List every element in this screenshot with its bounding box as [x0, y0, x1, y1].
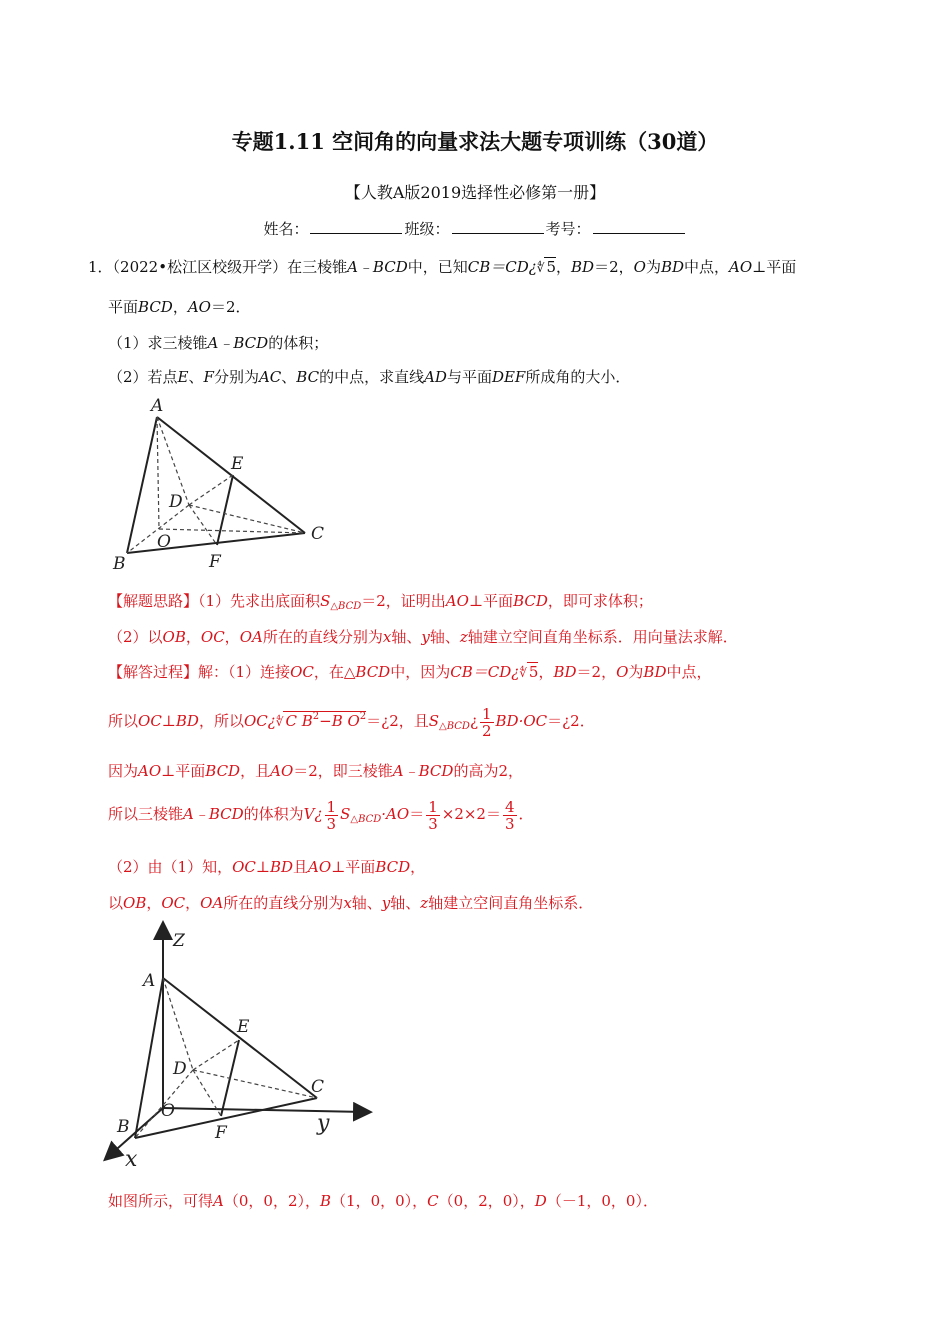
text: ，	[172, 298, 188, 316]
sym: 2	[481, 721, 492, 740]
sym: ，	[224, 628, 240, 646]
edge-ad	[163, 978, 193, 1070]
label-b: B	[117, 1117, 130, 1137]
sym: A	[213, 1192, 224, 1210]
problem-stem-line1	[88, 256, 796, 277]
fraction-four-thirds	[503, 799, 517, 832]
text: （0，0，2），	[223, 1192, 320, 1210]
sym: ⊥	[468, 592, 484, 610]
sym: BD	[660, 258, 685, 276]
sym: z	[420, 894, 429, 912]
sym: V¿	[303, 805, 323, 823]
idea-tag: 【解题思路】	[108, 592, 199, 610]
sym: AO	[445, 592, 469, 610]
text: 中，因为	[390, 663, 451, 681]
page-title: 专题1.11 空间角的向量求法大题专项训练（30道）	[231, 129, 719, 154]
exam-blank[interactable]	[593, 219, 685, 234]
text: 的体积；	[268, 334, 329, 352]
sym: ，	[146, 894, 162, 912]
label-d: D	[169, 492, 183, 512]
sym: BCD	[205, 762, 241, 780]
edge-ef	[217, 475, 233, 545]
sym: D	[534, 1192, 547, 1210]
text: 中点，	[666, 663, 712, 681]
sym: △BCD	[330, 601, 362, 612]
sym: AO	[270, 762, 294, 780]
sym: ¿	[469, 712, 478, 730]
sym: ，	[185, 894, 201, 912]
text: （2）若点	[108, 368, 178, 386]
sym: ∜	[536, 261, 545, 275]
label-f: F	[215, 1123, 227, 1143]
label-z-axis: Z	[173, 931, 185, 951]
solution-process-4: 所以三棱锥A﹣BCD的体积为V¿ $\frac{1}{3}$ $S_{\triangle BCD}\cdot AO=$ $\frac{1}{3}$ ×2×2＝ $\frac{4}{3}$ ．	[108, 797, 534, 833]
text: 与平面	[446, 368, 492, 386]
class-blank[interactable]	[452, 219, 544, 234]
text: 轴建立空间直角坐标系．用向量法求解．	[467, 628, 738, 646]
sym: E	[177, 368, 189, 386]
solution-process-7	[108, 1190, 658, 1211]
text: 所在的直线分别为	[223, 894, 344, 912]
text: ＝¿2．	[547, 712, 595, 730]
label-a: A	[143, 971, 156, 991]
solution-process-1	[108, 661, 712, 682]
solution-process-6	[108, 892, 593, 913]
sym: OC	[290, 663, 314, 681]
question-1	[108, 332, 328, 353]
text: ＝2，即三棱锥	[293, 762, 393, 780]
text: 轴、	[391, 628, 422, 646]
text: ＝2，证明出	[361, 592, 446, 610]
text: （2）由（1）知，	[108, 858, 233, 876]
sym: AD	[424, 368, 447, 386]
sym: AC	[258, 368, 282, 386]
student-info-row	[0, 218, 950, 239]
text: 、	[281, 368, 297, 386]
sym: O	[616, 663, 629, 681]
text: ＝¿2，且	[366, 712, 429, 730]
sym: BC	[296, 368, 320, 386]
sym: 1	[326, 797, 337, 816]
sym: AO	[729, 258, 753, 276]
sym: ⊥	[331, 858, 346, 876]
text: 所成角的大小．	[525, 368, 631, 386]
sym: 5	[546, 258, 556, 276]
text: （1，0，0），	[331, 1192, 428, 1210]
sym: OA	[239, 628, 263, 646]
problem-source: （2022•松江区校级开学）	[112, 258, 288, 276]
problem-stem-line2	[108, 296, 251, 317]
fraction-one-half	[480, 706, 494, 739]
class-label: 班级：	[404, 220, 450, 238]
fraction-one-third-b	[426, 799, 440, 832]
sym: S	[320, 592, 331, 610]
text: 在三棱锥	[287, 258, 348, 276]
text: 的体积为	[243, 805, 304, 823]
sym: OC	[200, 628, 225, 646]
sym: BD	[553, 663, 577, 681]
text: 中，已知	[407, 258, 468, 276]
exam-label: 考号：	[545, 220, 591, 238]
text: ＝2．	[210, 298, 251, 316]
text: 的中点，求直线	[319, 368, 425, 386]
label-d: D	[173, 1059, 187, 1079]
sym: 2	[359, 711, 367, 722]
label-x-axis: x	[125, 1147, 138, 1172]
text: 所在的直线分别为	[262, 628, 383, 646]
text: ＝2，	[576, 663, 617, 681]
text: 、	[188, 368, 204, 386]
sym: ·AO	[381, 805, 410, 823]
sym: z	[459, 628, 468, 646]
page-subtitle: 【人教A版2019选择性必修第一册】	[344, 183, 606, 202]
sym: BCD	[513, 592, 548, 610]
sym: BCD	[375, 858, 411, 876]
text: 为	[628, 663, 644, 681]
sym: 3	[428, 814, 438, 833]
text: （－1，0，0）．	[546, 1192, 658, 1210]
label-c: C	[311, 1077, 325, 1097]
text: ，所以	[198, 712, 244, 730]
sym: A﹣BCD	[347, 258, 408, 276]
process-tag: 【解答过程】	[108, 663, 199, 681]
text: ，	[410, 858, 426, 876]
text: ，	[556, 258, 572, 276]
text: 平面	[108, 298, 139, 316]
text: ，	[538, 663, 554, 681]
label-o: O	[157, 532, 171, 552]
text: ，即可求体积；	[547, 592, 653, 610]
question-2	[108, 366, 630, 387]
sym: △BCD	[350, 814, 382, 825]
text: ，且	[240, 762, 271, 780]
sqrt-expression	[283, 711, 366, 730]
segment-oc	[159, 529, 305, 533]
sym: AO	[138, 762, 162, 780]
edge-ac	[163, 978, 317, 1098]
solution-idea-2	[108, 626, 738, 647]
sym: F	[203, 368, 214, 386]
sym: 1	[428, 797, 438, 816]
sym: ∜	[519, 666, 527, 680]
sym: BCD	[355, 663, 391, 681]
coordinate-figure-2	[95, 918, 385, 1173]
text: ＝2，	[594, 258, 634, 276]
sym: OC⊥BD	[138, 712, 199, 730]
sym: BD	[571, 258, 595, 276]
text: ×2×2＝	[441, 805, 501, 823]
sym: A﹣BCD	[183, 805, 244, 823]
sym: A﹣BCD	[207, 334, 269, 352]
text: 所以三棱锥	[108, 805, 184, 823]
text: 平面	[483, 592, 514, 610]
solution-idea-1	[108, 590, 653, 612]
solution-process-3	[108, 760, 523, 781]
sym: 1	[481, 704, 492, 723]
sym: y	[421, 628, 430, 646]
sym: AO	[187, 298, 211, 316]
sym: x	[382, 628, 392, 646]
text: （2）以	[108, 628, 163, 646]
tetrahedron-figure-1	[105, 395, 345, 575]
segment-ao	[157, 417, 159, 529]
sym: ∜	[275, 715, 284, 729]
text: 轴、	[351, 894, 382, 912]
text: 且	[293, 858, 309, 876]
sym: ，	[185, 628, 201, 646]
text: 平面	[175, 762, 206, 780]
sym: O	[633, 258, 646, 276]
sym: AO	[308, 858, 332, 876]
label-e: E	[237, 1017, 250, 1037]
edge-ab	[135, 978, 163, 1138]
sym: C B	[285, 712, 313, 730]
sym: CB＝CD¿	[467, 258, 537, 276]
label-e: E	[231, 454, 244, 474]
text: 平面	[345, 858, 376, 876]
text: 解：（1）连接	[198, 663, 291, 681]
label-y-axis: y	[317, 1111, 330, 1136]
fraction-one-third	[325, 799, 339, 832]
sym: OC¿	[243, 712, 276, 730]
sym: BCD	[138, 298, 173, 316]
text: 以	[108, 894, 124, 912]
sym: A﹣BCD	[392, 762, 454, 780]
edge-bc	[127, 533, 305, 553]
sym: S	[340, 805, 351, 823]
sym: CB＝CD¿	[450, 663, 520, 681]
sym: C	[427, 1192, 439, 1210]
sym: ⊥	[161, 762, 176, 780]
sym: 3	[504, 814, 515, 833]
sym: S	[428, 712, 440, 730]
sym: x	[343, 894, 352, 912]
label-o: O	[161, 1101, 175, 1121]
text: 所以	[108, 712, 139, 730]
sym: 2	[312, 711, 320, 722]
text: 轴、	[390, 894, 421, 912]
text: （1）先求出底面积	[198, 592, 321, 610]
sym: △BCD	[439, 721, 470, 732]
text: 如图所示，可得	[108, 1192, 214, 1210]
sym: OB	[123, 894, 147, 912]
label-f: F	[209, 552, 221, 572]
sym: OA	[200, 894, 224, 912]
sym: BD	[643, 663, 667, 681]
solution-process-5	[108, 856, 425, 877]
name-label: 姓名：	[263, 220, 309, 238]
sym: ．	[518, 805, 534, 823]
text: 中点，	[684, 258, 730, 276]
sym: B	[320, 1192, 332, 1210]
text: 轴、	[429, 628, 460, 646]
sym: 4	[504, 797, 515, 816]
solution-process-2	[108, 700, 595, 744]
text: 因为	[108, 762, 139, 780]
text: （0，2，0），	[438, 1192, 535, 1210]
text: 平面	[766, 258, 797, 276]
sym: 3	[326, 814, 337, 833]
text: 的高为2，	[453, 762, 523, 780]
sym: BD·OC	[495, 712, 548, 730]
problem-number: 1．	[88, 258, 113, 276]
text: 分别为	[213, 368, 259, 386]
sym: OC	[161, 894, 186, 912]
text: ，在△	[313, 663, 356, 681]
text: 轴建立空间直角坐标系．	[428, 894, 594, 912]
sym: OB	[162, 628, 186, 646]
sym: 5	[528, 663, 539, 681]
name-blank[interactable]	[310, 219, 402, 234]
sym: y	[381, 894, 391, 912]
label-b: B	[113, 554, 126, 574]
sym: ⊥	[752, 258, 767, 276]
sym: OC⊥BD	[232, 858, 294, 876]
text: （1）求三棱锥	[108, 334, 208, 352]
text: 为	[645, 258, 661, 276]
sym: −	[319, 712, 332, 730]
sym: DEF	[491, 368, 526, 386]
label-a: A	[151, 396, 164, 416]
label-c: C	[311, 524, 325, 544]
sym: B O	[331, 712, 360, 730]
